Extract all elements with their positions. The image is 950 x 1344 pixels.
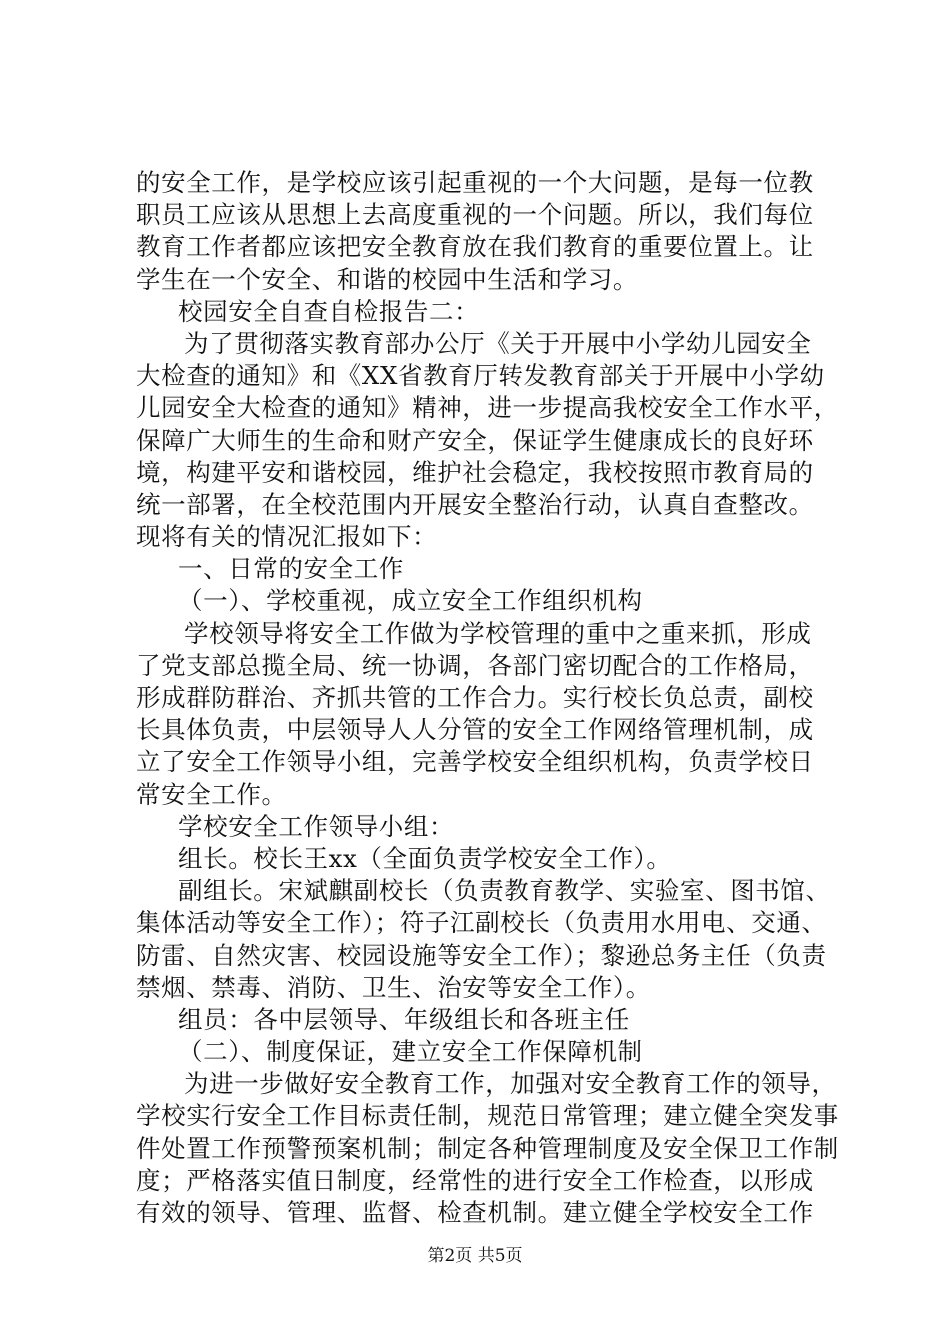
text-line: 为了贯彻落实教育部办公厅《关于开展中小学幼儿园安全 [184,328,812,358]
text-line: 副组长。宋斌麒副校长（负责教育教学、实验室、图书馆、 [178,876,831,906]
text-line: 常安全工作。 [136,779,287,809]
text-line: 学校领导将安全工作做为学校管理的重中之重来抓，形成 [184,618,812,648]
text-line: 大检查的通知》和《XX省教育厅转发教育部关于开展中小学幼 [136,361,825,391]
text-line: 统一部署，在全校范围内开展安全整治行动，认真自查整改。 [136,489,814,519]
text-line: 学校实行安全工作目标责任制，规范日常管理；建立健全突发事 [136,1101,839,1131]
text-line: 禁烟、禁毒、消防、卫生、治安等安全工作）。 [136,972,651,1002]
text-line: 的安全工作，是学校应该引起重视的一个大问题，是每一位教 [136,168,814,197]
text-line: 教育工作者都应该把安全教育放在我们教育的重要位置上。让 [136,232,814,262]
text-line: 有效的领导、管理、监督、检查机制。建立健全学校安全工作 [136,1198,814,1227]
subsection-heading: （一）、学校重视，成立安全工作组织机构 [178,586,643,616]
text-line: 学校安全工作领导小组： [178,811,455,841]
body-text [136,167,839,1229]
text-line: 立了安全工作领导小组，完善学校安全组织机构，负责学校日 [136,747,814,777]
subsection-heading: （二）、制度保证，建立安全工作保障机制 [178,1037,643,1067]
page-number: 第2页 共5页 [427,1246,523,1266]
text-line: 职员工应该从思想上去高度重视的一个问题。所以，我们每位 [136,200,814,230]
text-line: 防雷、自然灾害、校园设施等安全工作）；黎逊总务主任（负责 [136,940,827,970]
page-footer [0,1245,950,1267]
text-line: 组员：各中层领导、年级组长和各班主任 [178,1004,630,1034]
text-line: 境，构建平安和谐校园，维护社会稳定，我校按照市教育局的 [136,457,814,487]
section-heading: 一、日常的安全工作 [178,554,404,584]
text-line: 学生在一个安全、和谐的校园中生活和学习。 [136,264,638,294]
text-line: 集体活动等安全工作）；符子江副校长（负责用水用电、交通、 [136,908,827,938]
text-line: 组长。校长王xx（全面负责学校安全工作）。 [178,843,672,873]
text-line: 了党支部总揽全局、统一协调，各部门密切配合的工作格局， [136,650,814,680]
section-heading: 校园安全自查自检报告二： [178,296,480,326]
text-line: 保障广大师生的生命和财产安全，保证学生健康成长的良好环 [136,425,814,455]
text-line: 度；严格落实值日制度，经常性的进行安全工作检查，以形成 [136,1165,814,1195]
text-line: 现将有关的情况汇报如下： [136,522,438,552]
text-line: 件处置工作预警预案机制；制定各种管理制度及安全保卫工作制 [136,1133,839,1163]
text-line: 长具体负责，中层领导人人分管的安全工作网络管理机制，成 [136,715,814,745]
text-line: 为进一步做好安全教育工作，加强对安全教育工作的领导， [184,1069,837,1099]
text-line: 形成群防群治、齐抓共管的工作合力。实行校长负总责，副校 [136,683,814,712]
text-line: 儿园安全大检查的通知》精神，进一步提高我校安全工作水平， [136,393,839,423]
